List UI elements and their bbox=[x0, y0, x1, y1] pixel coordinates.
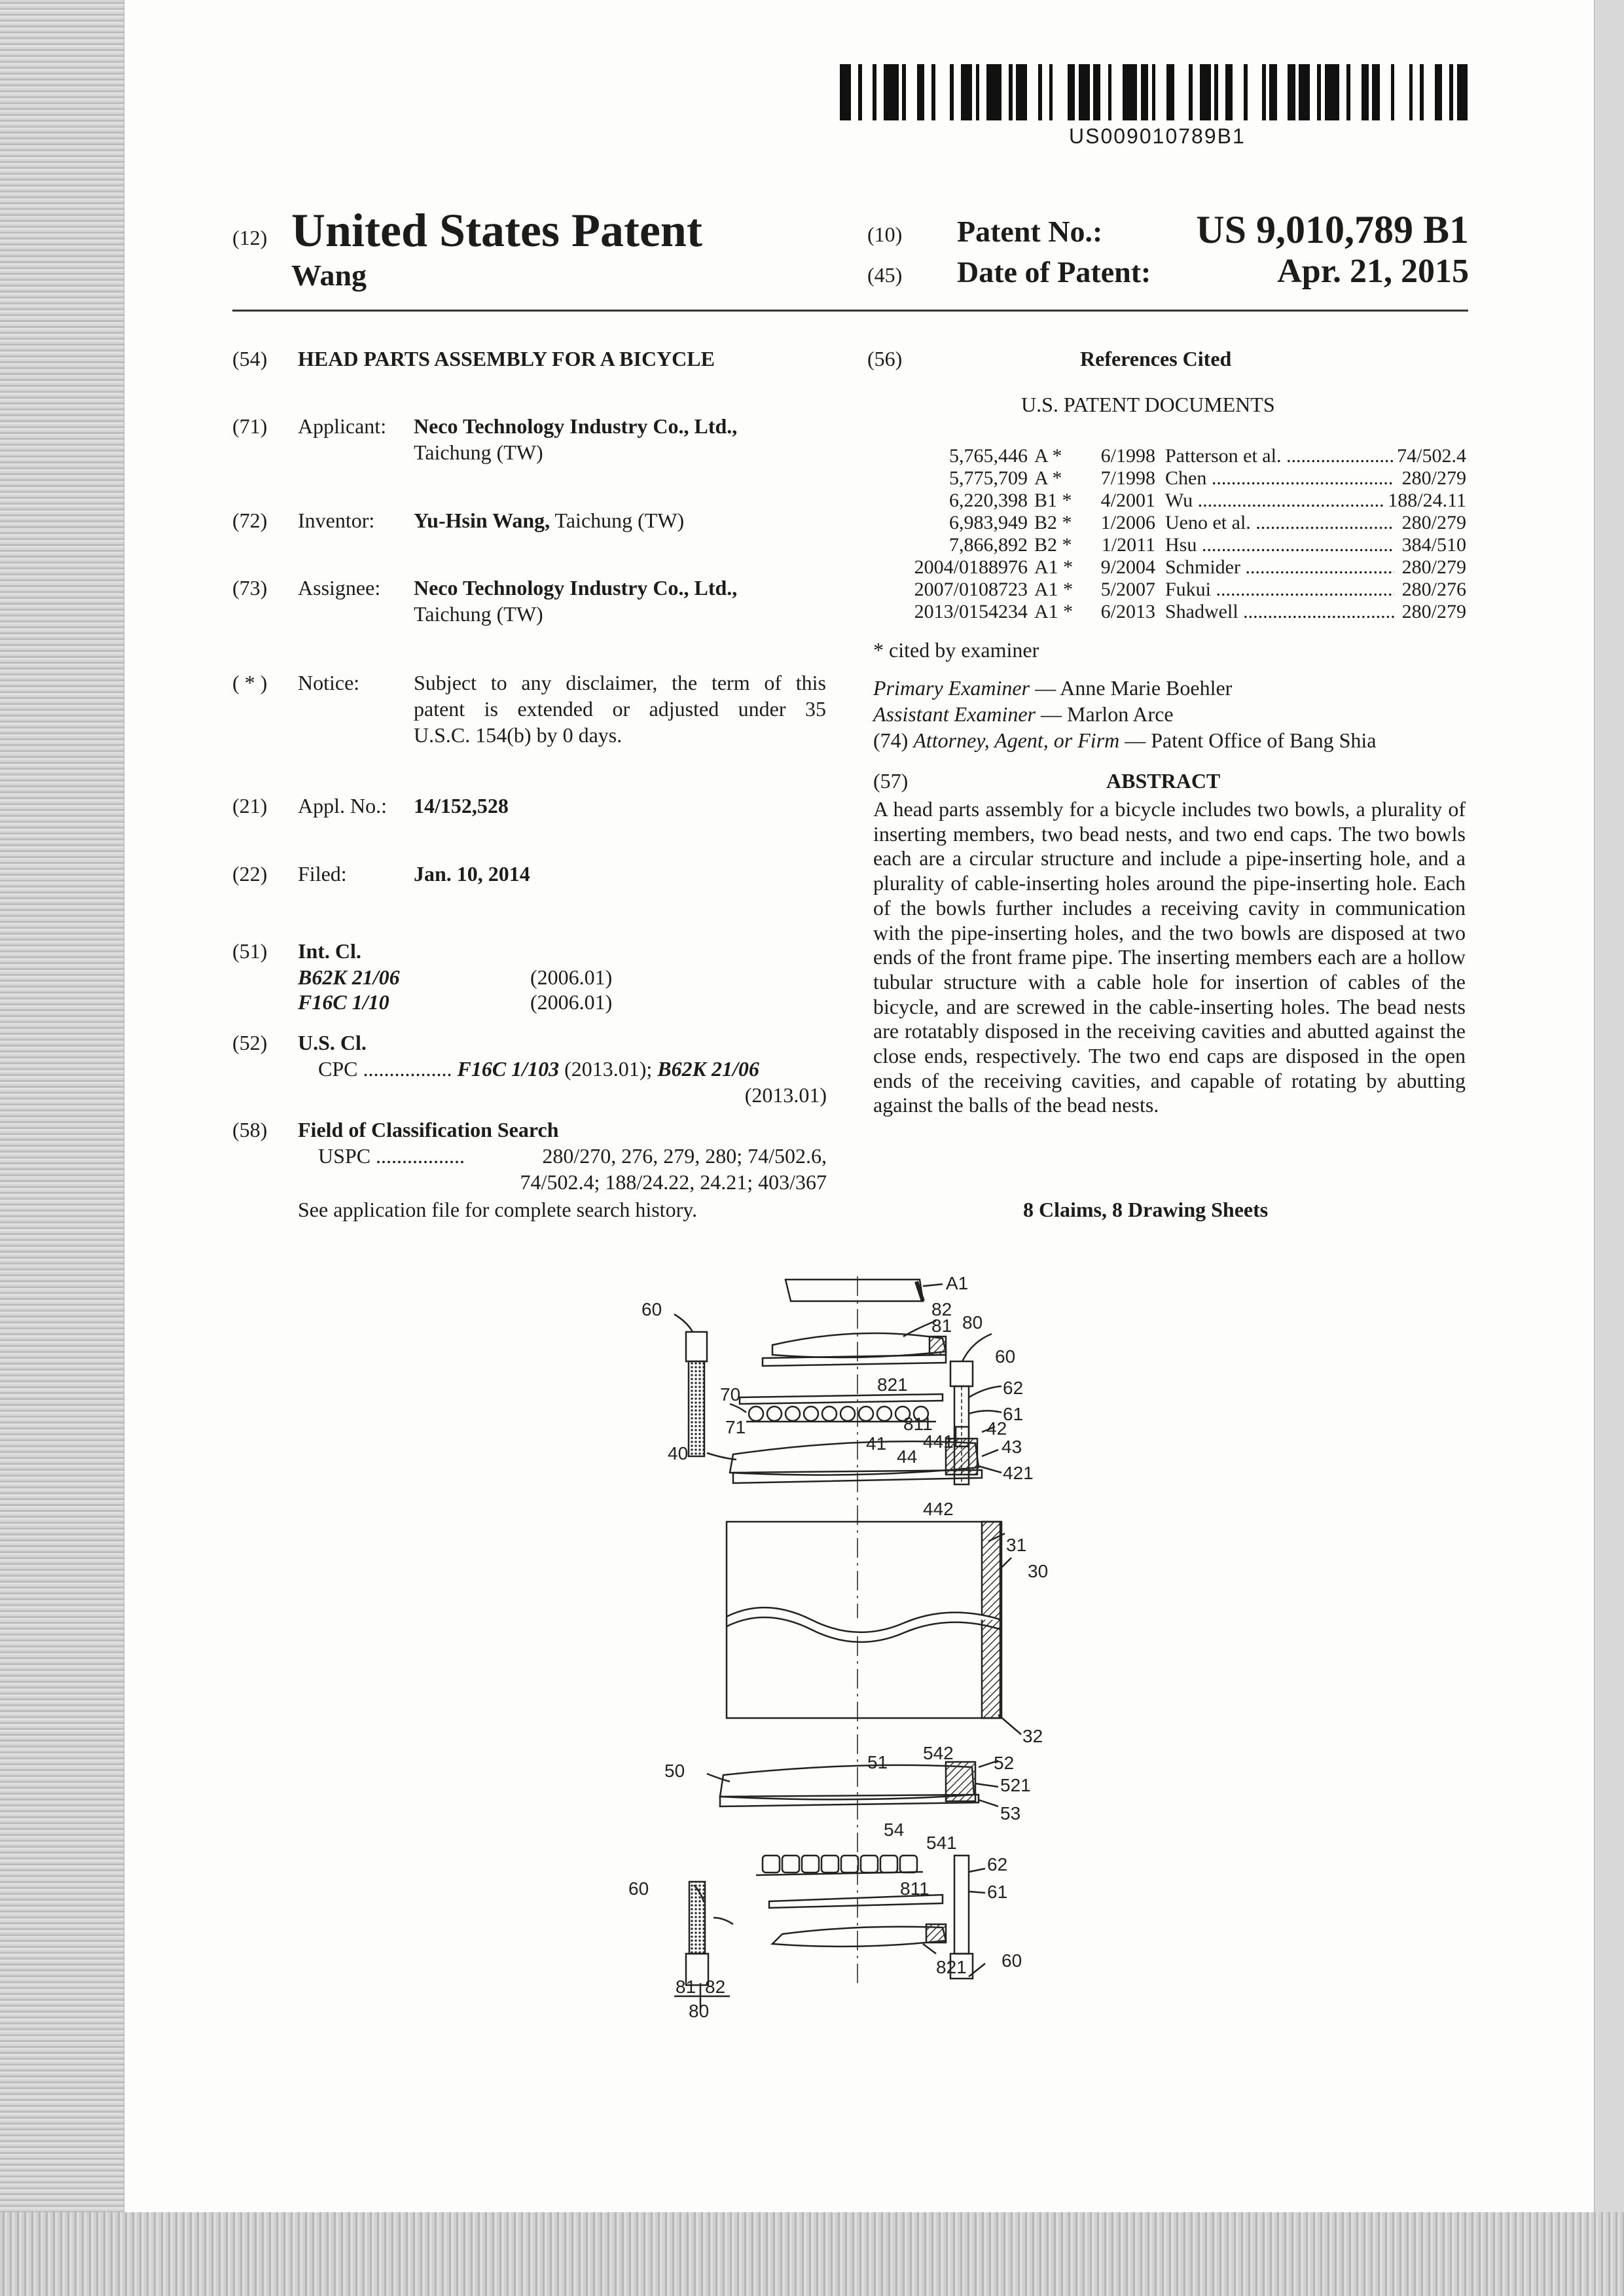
reference-kind: A1 * bbox=[1034, 601, 1074, 622]
int-cl-1-year: (2006.01) bbox=[530, 965, 613, 989]
label-541: 541 bbox=[926, 1833, 957, 1853]
reference-class: 280/276 bbox=[1398, 579, 1466, 601]
reference-kind: B1 * bbox=[1034, 490, 1072, 511]
int-cl-2-code: F16C 1/10 bbox=[298, 990, 389, 1014]
code-52: (52) bbox=[232, 1031, 268, 1054]
reference-class: 188/24.11 bbox=[1384, 490, 1466, 512]
reference-kind: A1 * bbox=[1034, 556, 1074, 578]
code-54: (54) bbox=[232, 347, 268, 370]
abstract-text: A head parts assembly for a bicycle includes two bowls, a plurality of inserting members, two bead nests, and two end caps. The two bowls each are a circular structure and include a pipe-inserting hole, and a plurality of cable-inserting holes around the pipe-inserting hole. Each of the bowls further includes a receiving cavity in communication with the pipe-inserting holes, and the two bowls are disposed at two ends of the front frame pipe. The inserting members each are a hollow tubular structure with a cable hole for insertion of cables of the bicycle, and are screwed in the cable-inserting holes. The bead nests are rotatably disposed in the receiving cavities and abutted against the close ends, respectively. The two end caps are disposed in the open ends of the receiving cavities, and capable of rotating by abutting against the balls of the bead nests. bbox=[873, 797, 1466, 1117]
code-10: (10) bbox=[867, 223, 903, 246]
exploded-view-drawing bbox=[615, 1263, 1466, 2062]
patent-no-label: Patent No.: bbox=[957, 215, 1103, 248]
reference-date: 6/2013 bbox=[1100, 601, 1155, 622]
code-72: (72) bbox=[232, 509, 268, 532]
label-441: 441 bbox=[923, 1431, 954, 1452]
label-30: 30 bbox=[1028, 1561, 1049, 1581]
assignee-city: Taichung (TW) bbox=[414, 602, 543, 626]
cpc-year-2: (2013.01) bbox=[744, 1083, 827, 1107]
us-patent-documents: U.S. PATENT DOCUMENTS bbox=[1021, 393, 1275, 416]
label-542: 542 bbox=[923, 1743, 954, 1763]
code-21: (21) bbox=[232, 794, 268, 817]
patent-date: Apr. 21, 2015 bbox=[1277, 253, 1469, 290]
assignee-name: Neco Technology Industry Co., Ltd., bbox=[414, 576, 738, 600]
field-search-label: Field of Classification Search bbox=[298, 1118, 559, 1141]
barcode-number: US009010789B1 bbox=[1069, 124, 1246, 148]
label-442: 442 bbox=[923, 1499, 954, 1519]
attorney-label: Attorney, Agent, or Firm bbox=[913, 728, 1120, 752]
see-application: See application file for complete search history. bbox=[298, 1198, 698, 1221]
cpc-dots: ................. bbox=[363, 1057, 452, 1081]
label-60-top-left: 60 bbox=[641, 1299, 662, 1319]
invention-title: HEAD PARTS ASSEMBLY FOR A BICYCLE bbox=[298, 347, 715, 370]
code-74: (74) bbox=[873, 728, 909, 752]
inventor-label: Inventor: bbox=[298, 509, 375, 532]
reference-kind: B2 * bbox=[1034, 512, 1072, 533]
label-82-lower: 82 bbox=[705, 1977, 726, 1997]
reference-date: 1/2011 bbox=[1101, 534, 1155, 556]
reference-name: Schmider ..... bbox=[1165, 556, 1394, 579]
cpc-code-1: F16C 1/103 bbox=[457, 1057, 560, 1081]
label-821-top: 821 bbox=[877, 1374, 908, 1395]
reference-name: Wu ..... bbox=[1165, 490, 1394, 512]
reference-date: 6/1998 bbox=[1100, 445, 1155, 467]
cpc-label: CPC bbox=[318, 1057, 358, 1081]
applicant-label: Applicant: bbox=[298, 414, 387, 438]
label-81-top: 81 bbox=[931, 1316, 952, 1336]
label-53: 53 bbox=[1000, 1803, 1021, 1823]
label-811-lower: 811 bbox=[900, 1878, 929, 1899]
inventor-surname: Wang bbox=[291, 259, 367, 292]
label-62-lower: 62 bbox=[987, 1854, 1008, 1874]
reference-number: 2004/0188976 bbox=[914, 556, 1028, 578]
assistant-examiner: — Marlon Arce bbox=[1040, 702, 1174, 726]
abstract-title: ABSTRACT bbox=[1106, 769, 1221, 793]
label-70: 70 bbox=[720, 1384, 741, 1405]
assistant-examiner-label: Assistant Examiner bbox=[873, 702, 1036, 726]
patent-number: US 9,010,789 B1 bbox=[1196, 208, 1469, 251]
reference-name: Hsu ..... bbox=[1165, 534, 1394, 556]
reference-class: 280/279 bbox=[1398, 467, 1466, 490]
primary-examiner: — Anne Marie Boehler bbox=[1035, 676, 1233, 700]
label-40: 40 bbox=[668, 1443, 689, 1463]
reference-number: 6,220,398 bbox=[949, 490, 1028, 511]
code-22: (22) bbox=[232, 862, 268, 886]
reference-number: 7,866,892 bbox=[949, 534, 1028, 556]
reference-class: 280/279 bbox=[1398, 601, 1466, 623]
label-43: 43 bbox=[1001, 1437, 1022, 1457]
reference-number: 2007/0108723 bbox=[914, 579, 1028, 600]
header-divider bbox=[232, 310, 1468, 312]
date-label: Date of Patent: bbox=[957, 255, 1151, 289]
reference-kind: A1 * bbox=[1034, 579, 1074, 600]
cpc-year-1: (2013.01); bbox=[564, 1057, 653, 1081]
claims-sheets: 8 Claims, 8 Drawing Sheets bbox=[1023, 1198, 1269, 1221]
label-51: 51 bbox=[867, 1752, 888, 1772]
appl-no: 14/152,528 bbox=[414, 794, 509, 817]
label-61-lower: 61 bbox=[987, 1882, 1008, 1902]
notice-line-1: Subject to any disclaimer, the term of this bbox=[414, 671, 826, 694]
label-50: 50 bbox=[664, 1761, 685, 1781]
uspc-line-1: 280/270, 276, 279, 280; 74/502.6, bbox=[542, 1144, 827, 1168]
label-62-top: 62 bbox=[1003, 1378, 1024, 1398]
label-61-top: 61 bbox=[1003, 1404, 1024, 1424]
label-80-lower: 80 bbox=[689, 2001, 710, 2021]
label-32: 32 bbox=[1022, 1726, 1043, 1746]
uspc-line-2: 74/502.4; 188/24.22, 24.21; 403/367 bbox=[520, 1170, 827, 1194]
code-51: (51) bbox=[232, 939, 268, 963]
applicant-name: Neco Technology Industry Co., Ltd., bbox=[414, 414, 738, 438]
label-71: 71 bbox=[725, 1417, 746, 1437]
reference-date: 4/2001 bbox=[1100, 490, 1155, 511]
label-421: 421 bbox=[1003, 1463, 1034, 1483]
code-71: (71) bbox=[232, 414, 268, 438]
reference-number: 6,983,949 bbox=[949, 512, 1028, 533]
label-60-lower-left: 60 bbox=[628, 1878, 649, 1899]
label-42: 42 bbox=[986, 1418, 1007, 1439]
uspc-label: USPC bbox=[318, 1144, 371, 1168]
reference-class: 384/510 bbox=[1398, 534, 1466, 556]
reference-class: 280/279 bbox=[1398, 512, 1466, 534]
code-12: (12) bbox=[232, 226, 268, 249]
scan-right-edge bbox=[1594, 0, 1624, 2296]
reference-kind: A * bbox=[1034, 445, 1062, 467]
notice-label: Notice: bbox=[298, 671, 360, 694]
barcode bbox=[840, 64, 1468, 120]
reference-number: 2013/0154234 bbox=[914, 601, 1028, 622]
reference-kind: A * bbox=[1034, 467, 1062, 489]
label-80-top: 80 bbox=[962, 1312, 983, 1333]
label-811-top: 811 bbox=[903, 1414, 933, 1434]
reference-name: Patterson et al. ..... bbox=[1165, 445, 1394, 467]
reference-name: Chen ..... bbox=[1165, 467, 1394, 490]
label-521: 521 bbox=[1000, 1775, 1031, 1795]
label-81-lower: 81 bbox=[676, 1977, 696, 1997]
us-cl-label: U.S. Cl. bbox=[298, 1031, 367, 1054]
reference-name: Shadwell ..... bbox=[1165, 601, 1394, 623]
code-57: (57) bbox=[873, 769, 909, 793]
reference-date: 1/2006 bbox=[1100, 512, 1155, 533]
inventor-city: Taichung (TW) bbox=[554, 509, 685, 532]
references-title: References Cited bbox=[1080, 347, 1232, 370]
label-44: 44 bbox=[897, 1446, 918, 1467]
label-60-top-right: 60 bbox=[995, 1346, 1016, 1367]
cited-by-examiner: * cited by examiner bbox=[873, 638, 1039, 662]
filed-label: Filed: bbox=[298, 862, 347, 886]
label-821-lower: 821 bbox=[936, 1957, 967, 1977]
assignee-label: Assignee: bbox=[298, 576, 381, 600]
int-cl-2-year: (2006.01) bbox=[530, 990, 613, 1014]
label-41: 41 bbox=[866, 1433, 887, 1454]
reference-name: Fukui ..... bbox=[1165, 579, 1394, 601]
code-45: (45) bbox=[867, 263, 903, 287]
label-60-lower-right: 60 bbox=[1001, 1950, 1022, 1971]
reference-date: 5/2007 bbox=[1100, 579, 1155, 600]
reference-number: 5,775,709 bbox=[949, 467, 1028, 489]
reference-number: 5,765,446 bbox=[949, 445, 1028, 467]
notice-line-3: U.S.C. 154(b) by 0 days. bbox=[414, 723, 623, 747]
code-56: (56) bbox=[867, 347, 903, 370]
scan-left-edge bbox=[0, 0, 124, 2296]
code-73: (73) bbox=[232, 576, 268, 600]
label-82-top: 82 bbox=[931, 1299, 952, 1319]
label-54: 54 bbox=[884, 1820, 905, 1840]
int-cl-1-code: B62K 21/06 bbox=[298, 965, 400, 989]
code-58: (58) bbox=[232, 1118, 268, 1141]
int-cl-label: Int. Cl. bbox=[298, 939, 361, 963]
reference-date: 7/1998 bbox=[1100, 467, 1155, 489]
label-52: 52 bbox=[994, 1753, 1015, 1773]
reference-name: Ueno et al. ..... bbox=[1165, 512, 1394, 534]
label-31: 31 bbox=[1006, 1535, 1027, 1555]
appl-no-label: Appl. No.: bbox=[298, 794, 387, 817]
code-notice: ( * ) bbox=[232, 671, 268, 694]
reference-class: 74/502.4 bbox=[1393, 445, 1466, 467]
reference-class: 280/279 bbox=[1398, 556, 1466, 579]
notice-line-2: patent is extended or adjusted under 35 bbox=[414, 697, 826, 721]
patent-title-heading: United States Patent bbox=[291, 204, 702, 257]
uspc-dots: ................. bbox=[376, 1144, 465, 1168]
inventor-name: Yu-Hsin Wang, bbox=[414, 509, 550, 532]
reference-kind: B2 * bbox=[1034, 534, 1072, 556]
scan-bottom-edge bbox=[0, 2212, 1624, 2296]
attorney: — Patent Office of Bang Shia bbox=[1125, 728, 1377, 752]
cpc-code-2: B62K 21/06 bbox=[657, 1057, 759, 1081]
filed-date: Jan. 10, 2014 bbox=[414, 862, 530, 886]
label-A1: A1 bbox=[946, 1273, 969, 1293]
reference-date: 9/2004 bbox=[1100, 556, 1155, 578]
primary-examiner-label: Primary Examiner bbox=[873, 676, 1030, 700]
applicant-city: Taichung (TW) bbox=[414, 440, 543, 464]
